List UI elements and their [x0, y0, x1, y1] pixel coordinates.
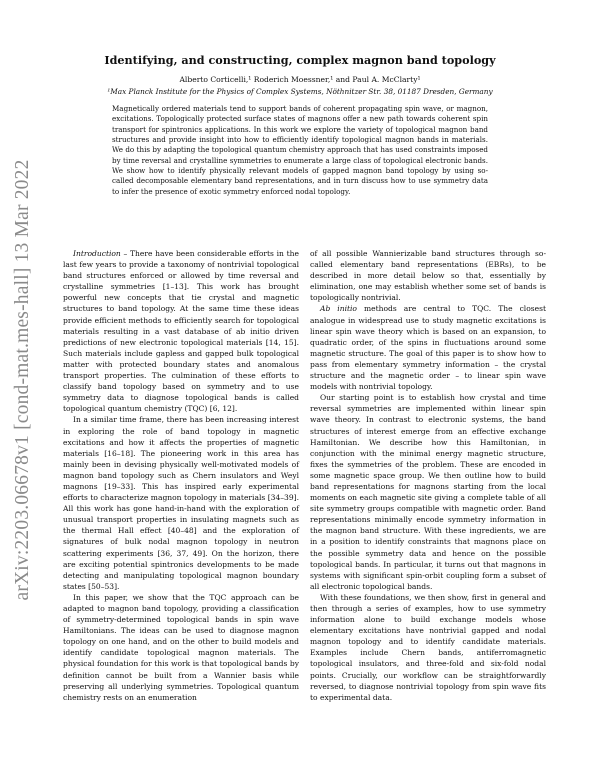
- ab-initio-text: methods are central to TQC. The closest analogue in widespread use to study magnetic excitations is linear spin wave theory which is based on an expansion, to quadratic order, of the spins in fluctuations around some magnetic structure. The goal of this paper is to show how to pass from elementary symmetry information – the crystal structure and the magnetic order – to linear spin wave models with nontrivial topology.: [310, 304, 547, 392]
- author-list: Alberto Corticelli,¹ Roderich Moessner,¹ and Paul A. McClarty¹: [179, 75, 421, 84]
- paragraph-ebr-continued: of all possible Wannierizable band structures through so-called elementary band representations (EBRs), to be described in more detail below so that, essentially by elimination, one may establish whether some set of bands is topologically nontrivial.: [310, 249, 546, 303]
- abstract: Magnetically ordered materials tend to support bands of coherent propagating spin wave, or magnon, excitations. Topologically protected surface states of magnons offer a new path towards coherent spin transport for spintronics applications. In this work we explore the variety of topological magnon band structures and provide insight into how to efficiently identify topological magnon bands in materials. We do this by adapting the topological quantum chemistry approach that has used constraints imposed by time reversal and crystalline symmetries to enumerate a large class of topological electronic bands. We show how to identify physically relevant models of gapped magnon band topology by using so-called decomposable elementary band representations, and in turn discuss how to use symmetry data to infer the presence of exotic symmetry enforced nodal topology.: [112, 104, 488, 196]
- paragraph-foundations: With these foundations, we then show, first in general and then through a series of examples, how to use symmetry information alone to build exchange models whose elementary excitations have nontrivial gapped and nodal magnon topology and to identify candidate materials. Examples include Chern bands, antiferromagnetic topological insulators, and three-fold and six-fold nodal points. Crucially, our workflow can be straightforwardly reversed, to diagnose nontrivial topology from spin wave fits to experimental data.: [310, 592, 546, 702]
- paragraph-starting-point: Our starting point is to establish how crystal and time reversal symmetries are implemented within linear spin wave theory. In contrast to electronic systems, the band structures of interest emerge from an effective exchange Hamiltonian. We describe how this Hamiltonian, in conjunction with the minimal energy magnetic structure, fixes the symmetries of the problem. These are encoded in some magnetic space group. We then outline how to build band representations for magnons starting from the local moments on each magnetic site giving a complete table of all site symmetry groups compatible with magnetic order. Band representations minimally encode symmetry information in the magnon band structure. With these ingredients, we are in a position to identify constraints that magnons place on the possible symmetry data and hence on the possible topological bands. In particular, it turns out that magnons in systems with significant spin-orbit coupling form a subset of all electronic topological bands.: [310, 393, 546, 591]
- ab-initio-lead: Ab initio: [320, 304, 357, 314]
- paragraph-ab-initio: [310, 303, 546, 392]
- intro-lead: Introduction: [73, 249, 121, 258]
- affiliation: ¹Max Planck Institute for the Physics of Complex Systems, Nöthnitzer Str. 38, 01187 Dresden, Germany: [107, 87, 493, 96]
- right-column: [310, 248, 546, 703]
- arxiv-identifier: arXiv:2203.06678v1 [cond-mat.mes-hall] 13 Mar 2022: [12, 159, 33, 601]
- paragraph-this-paper: In this paper, we show that the TQC approach can be adapted to magnon band topology, providing a classification of symmetry-determined topological bands in spin wave Hamiltonians. The ideas can be used to diagnose magnon topology on one hand, and on the other to build models and identify candidate topological magnon materials. The physical foundation for this work is that topological bands by definition cannot be built from a Wannier basis while preserving all underlying symmetries. Topological quantum chemistry rests on an enumeration: [63, 592, 299, 702]
- intro-text: – There have been considerable efforts in the last few years to provide a taxonomy of nontrivial topological band structures enforced or allowed by time reversal and crystalline symmetries [1–13]. This work has brought powerful new concepts that tie crystal and magnetic structures to band topology. At the same time these ideas provide efficient methods to efficiently search for topological materials resulting in a vast database of ab initio driven predictions of new electronic topological materials [14, 15]. Such materials include gapless and gapped bulk topological matter with protected boundary states and anomalous transport properties. The culmination of these efforts to classify band topology based on symmetry and to use symmetry data to diagnose topological bands is called topological quantum chemistry (TQC) [6, 12].: [63, 249, 299, 414]
- paper-title: Identifying, and constructing, complex magnon band topology: [104, 53, 496, 67]
- left-column: [63, 248, 299, 703]
- intro-paragraph: [63, 248, 299, 414]
- arxiv-sidebar: [4, 150, 42, 610]
- paragraph-magnon-topology: In a similar time frame, there has been increasing interest in exploring the role of band topology in magnetic excitations and how it affects the properties of magnetic materials [16–18]. The pioneering work in this area has mainly been in devising physically well-motivated models of magnon band topology such as Chern insulators and Weyl magnons [19–33]. This has inspired early experimental efforts to characterize magnon topology in materials [34–39]. All this work has gone hand-in-hand with the exploration of unusual transport properties in insulating magnets such as the thermal Hall effect [40–48] and the exploration of signatures of bulk nodal magnon topology in neutron scattering experiments [36, 37, 49]. On the horizon, there are exciting potential spintronics developments to be made detecting and manipulating topological magnon boundary states [50–53].: [63, 415, 299, 591]
